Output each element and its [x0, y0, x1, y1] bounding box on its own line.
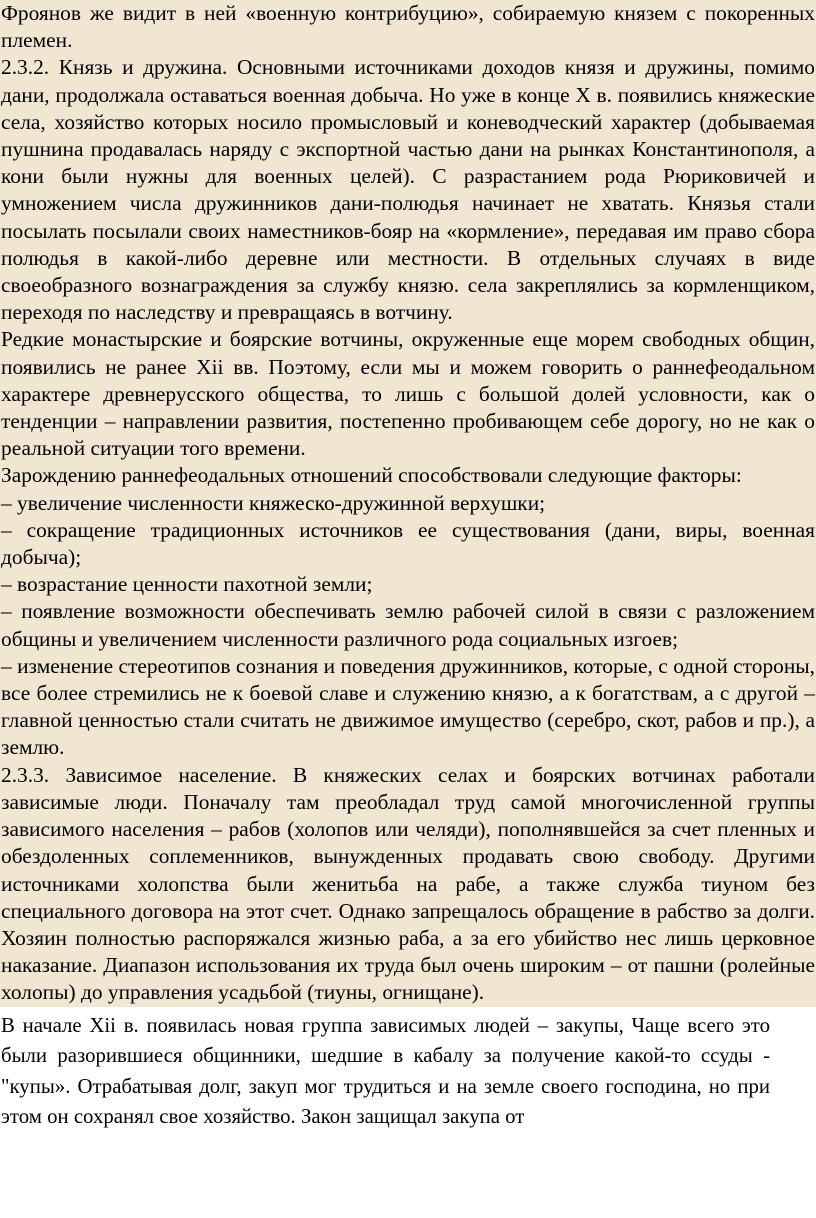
list-item-factor-1: – увеличение численности княжеско-дружинной верхушки; [1, 490, 546, 515]
paragraph-votchiny: Редкие монастырские и боярские вотчины, окруженные еще морем свободных общин, появились не ранее Xii вв. Поэтому, если мы и можем говорить о раннефеодальном характере древнерусского общества, то лишь с большой долей условности, как о тенденции – направлении развития, постепенно пробивающем себе дорогу, но не как о реальной ситуации того времени. [1, 327, 815, 461]
list-item-factor-5: – изменение стереотипов сознания и поведения дружинников, которые, с одной стороны, все более стремились не к боевой славе и служению князю, а к богатствам, а с другой – главной ценностью стали считать не движимое имущество (серебро, скот, рабов и пр.), а землю. [1, 653, 815, 760]
paragraph-dependent-population: 2.3.3. Зависимое население. В княжеских селах и боярских вотчинах работали зависимые люди. Поначалу там преобладал труд самой многочисленной группы зависимого населения – рабов (холопов или челяди), пополнявшейся за счет пленных и обездоленных соплеменников, вынужденных продавать свою свободу. Другими источниками холопства были женитьба на рабе, а также служба тиуном без специального договора на этот счет. Однако запрещалось обращение в рабство за долги. Хозяин полностью распоряжался жизнью раба, а за его убийство нес лишь церковное наказание. Диапазон использования их труда был очень широким – от пашни (ролейные холопы) до управления усадьбой (тиуны, огнищане). [1, 762, 815, 1005]
paragraph-zakupy: В начале Xii в. появилась новая группа зависимых людей – закупы, Чаще всего это были разорившиеся общинники, шедшие в кабалу за получение какой-то ссуды -"купы». Отрабатывая долг, закуп мог трудиться и на земле своего господина, но при этом он сохранял свое хозяйство. Закон защищал закупа от [1, 1013, 770, 1129]
paragraph-prince-and-druzhina: 2.3.2. Князь и дружина. Основными источниками доходов князя и дружины, помимо дани, продолжала оставаться военная добыча. Но уже в конце X в. появились княжеские села, хозяйство которых носило промысловый и коневодческий характер (добываемая пушнина продавалась наряду с экспортной частью дани на рынках Константинополя, а кони были нужны для военных целей). С разрастанием рода Рюриковичей и умножением числа дружинников дани-полюдья начинает не хватать. Князья стали посылать посылали своих наместников-бояр на «кормление», передавая им право сбора полюдья в какой-либо деревне или местности. В отдельных случаях в виде своеобразного вознаграждения за службу князю. села закреплялись за кормленщиком, переходя по наследству и превращаясь в вотчину. [1, 55, 815, 325]
paragraph-intro: Фроянов же видит в ней «военную контрибуцию», собираемую князем с покоренных племен. [1, 1, 815, 53]
paragraph-factors-intro: Зарождению раннефеодальных отношений способствовали следующие факторы: [1, 463, 742, 488]
list-item-factor-4: – появление возможности обеспечивать землю рабочей силой в связи с разложением общины и увеличением численности различного рода социальных изгоев; [1, 599, 815, 651]
plain-text-block [0, 1007, 816, 1133]
list-item-factor-2: – сокращение традиционных источников ее существования (дани, виры, военная добыча); [1, 517, 815, 570]
list-item-factor-3: – возрастание ценности пахотной земли; [1, 572, 373, 597]
